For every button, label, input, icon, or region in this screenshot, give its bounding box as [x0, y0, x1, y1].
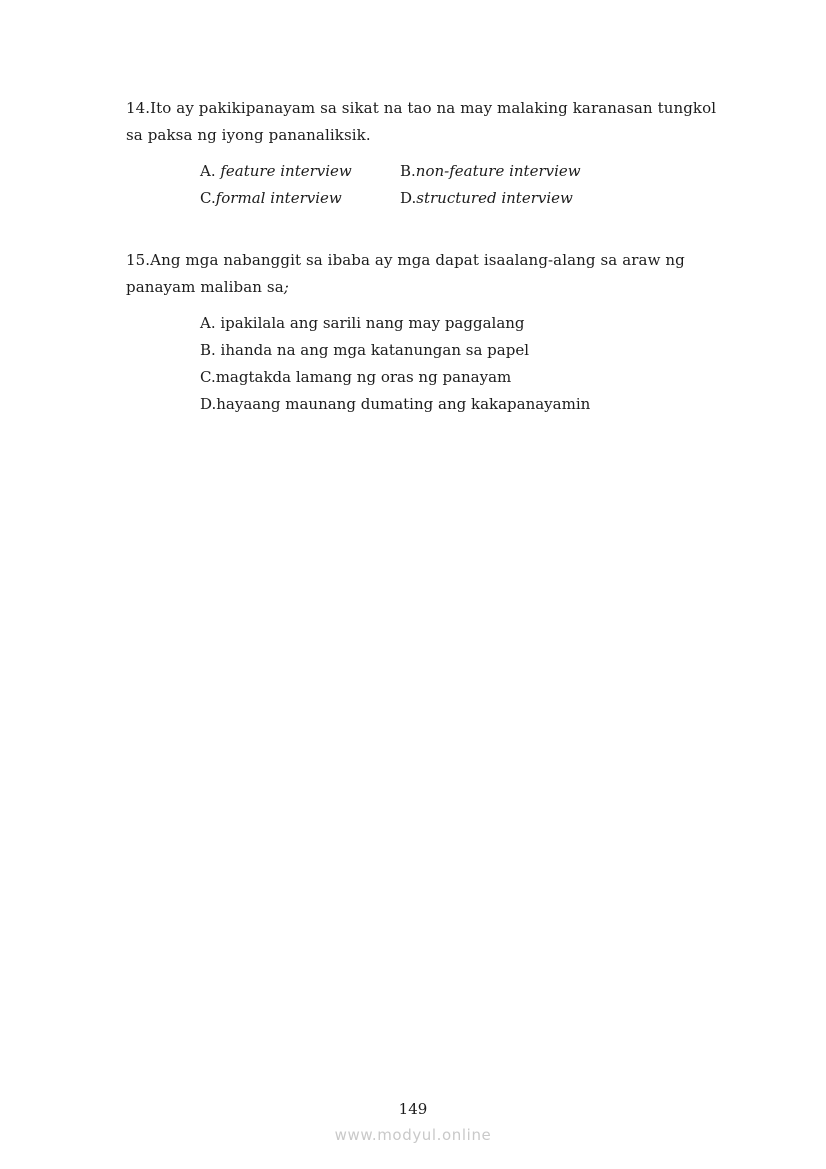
choice-letter: B.	[400, 162, 416, 180]
choice-letter: D.	[400, 189, 417, 207]
question-15-choice-b: B. ihanda na ang mga katanungan sa papel	[200, 341, 530, 359]
choice-text: non-feature interview	[415, 162, 581, 180]
question-15-choice-a: A. ipakilala ang sarili nang may paggalang	[200, 314, 525, 332]
question-14-choice-b	[400, 161, 581, 181]
question-15-end-punctuation: ;	[283, 278, 289, 296]
question-14-choice-a	[200, 161, 352, 181]
choice-text: feature interview	[220, 162, 352, 180]
choice-text: structured interview	[416, 189, 573, 207]
question-15-choice-c: C.magtakda lamang ng oras ng panayam	[200, 368, 512, 386]
question-15-text: 15.Ang mga nabanggit sa ibaba ay mga dapat isaalang-alang sa araw ng panayam maliban sa	[126, 251, 685, 296]
choice-letter: C.	[200, 189, 216, 207]
page-number: 149	[398, 1100, 428, 1118]
question-15-choice-d: D.hayaang maunang dumating ang kakapanayamin	[200, 395, 591, 413]
question-14-text: 14.Ito ay pakikipanayam sa sikat na tao na may malaking karanasan tungkol sa paksa ng iyong pananaliksik.	[126, 99, 717, 144]
question-14-choice-d	[400, 188, 573, 208]
question-15	[126, 247, 736, 301]
question-14-choice-c	[200, 188, 342, 208]
watermark: www.modyul.online	[334, 1126, 492, 1144]
choice-text: formal interview	[215, 189, 342, 207]
choice-letter: A.	[200, 162, 221, 180]
